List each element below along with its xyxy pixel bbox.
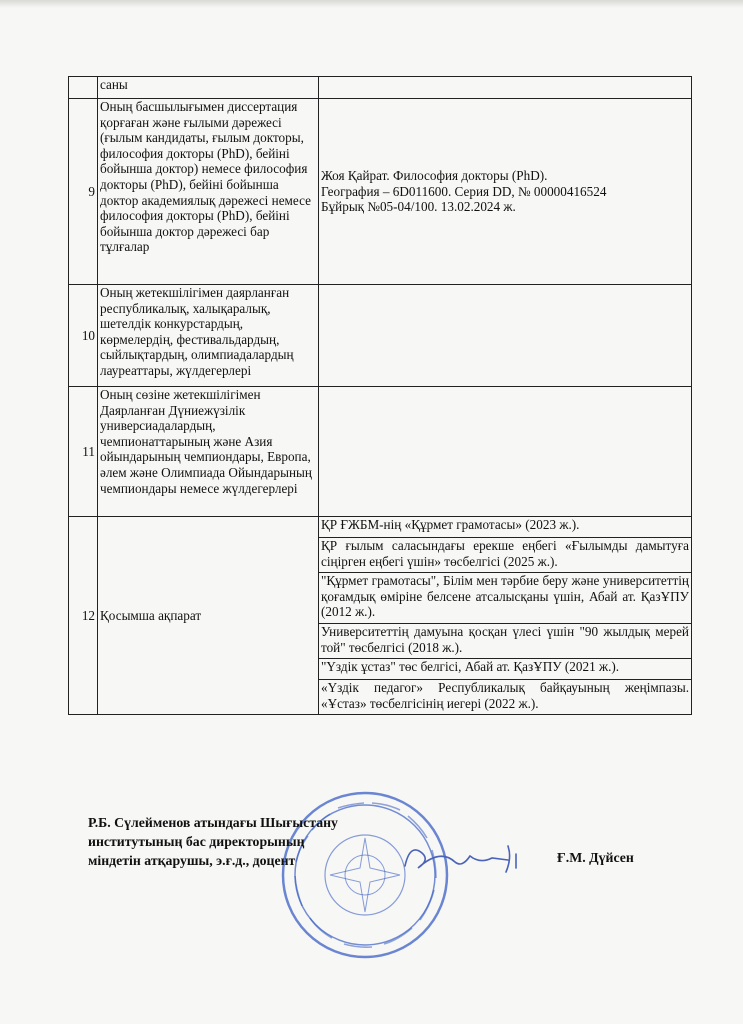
signatory-position-line: институтының бас директорының: [88, 834, 305, 849]
row-label: Оның сөзіне жетекшілігімен Даярланған Дүниежүзілік универсиадалардың, чемпионаттарының және Азия ойындарының чемпиондары, Европа, әлем және Олимпиада Ойындарының чемпиондары немесе жүлдегерлері: [98, 387, 319, 517]
value-line: Бұйрық №05-04/100. 13.02.2024 ж.: [321, 199, 516, 215]
award-item: ҚР ҒЖБМ-нің «Құрмет грамотасы» (2023 ж.).: [319, 517, 691, 538]
value-line: Жоя Қайрат. Философия докторы (PhD).: [321, 168, 548, 184]
row-number: 10: [69, 285, 98, 387]
award-item: "Үздік ұстаз" төс белгісі, Абай ат. ҚазҰПУ (2021 ж.).: [319, 659, 691, 680]
row-label: саны: [98, 77, 319, 99]
table-row: [69, 77, 692, 99]
table-row: [69, 517, 692, 715]
row-label: Оның жетекшілігімен даярланған республикалық, халықаралық, шетелдік конкурстардың, көрмелердің, фестивальдардың, сыйлықтардың, олимпиадалардың лауреаттары, жүлдегерлері: [98, 285, 319, 387]
row-value: [319, 285, 692, 387]
awards-cell: [319, 517, 692, 715]
row-value: [319, 99, 692, 285]
signatory-title-line: міндетін атқарушы, э.ғ.д., доцент: [88, 853, 296, 868]
row-number: 12: [69, 517, 98, 715]
row-value: [319, 387, 692, 517]
scan-edge: [0, 0, 743, 8]
row-label: Қосымша ақпарат: [98, 517, 319, 715]
table-row: [69, 99, 692, 285]
award-item: Университеттің дамуына қосқан үлесі үшін "90 жылдық мерей той" төсбелгісі (2018 ж.).: [319, 624, 691, 659]
row-label: Оның басшылығымен диссертация қорғаған және ғылыми дәрежесі (ғылым кандидаты, ғылым докторы, философия докторы (PhD), бейіні бойынша доктор) немесе философия докторы (PhD), бейіні бойынша доктор академиялық дәрежесі немесе философия докторы (PhD), бейіні бойынша доктор дәрежесі бар тұлғалар: [98, 99, 319, 285]
signature-block: [88, 813, 338, 870]
awards-list: [319, 517, 691, 714]
table-row: [69, 285, 692, 387]
row-number: 11: [69, 387, 98, 517]
row-number: [69, 77, 98, 99]
row-number: 9: [69, 99, 98, 285]
info-table: [68, 76, 692, 715]
table-row: [69, 387, 692, 517]
handwritten-signature: [400, 838, 530, 878]
signatory-name: Ғ.М. Дүйсен: [557, 850, 634, 865]
award-item: «Үздік педагог» Республикалық байқауының жеңімпазы. «Ұстаз» төсбелгісінің иегері (2022 ж.).: [321, 680, 689, 711]
row-value: [319, 77, 692, 99]
award-item: ҚР ғылым саласындағы ерекше еңбегі «Ғылымды дамытуға сіңірген еңбегі үшін» төсбелгісі (2025 ж.).: [319, 538, 691, 573]
value-line: География – 6D011600. Серия DD, № 00000416524: [321, 183, 607, 199]
award-item: "Құрмет грамотасы", Білім мен тәрбие беру және университеттің қоғамдық өміріне белсене атсалысқаны үшін, Абай ат. ҚазҰПУ (2012 ж.).: [319, 573, 691, 624]
signatory-org-line: Р.Б. Сүлейменов атындағы Шығыстану: [88, 815, 338, 830]
